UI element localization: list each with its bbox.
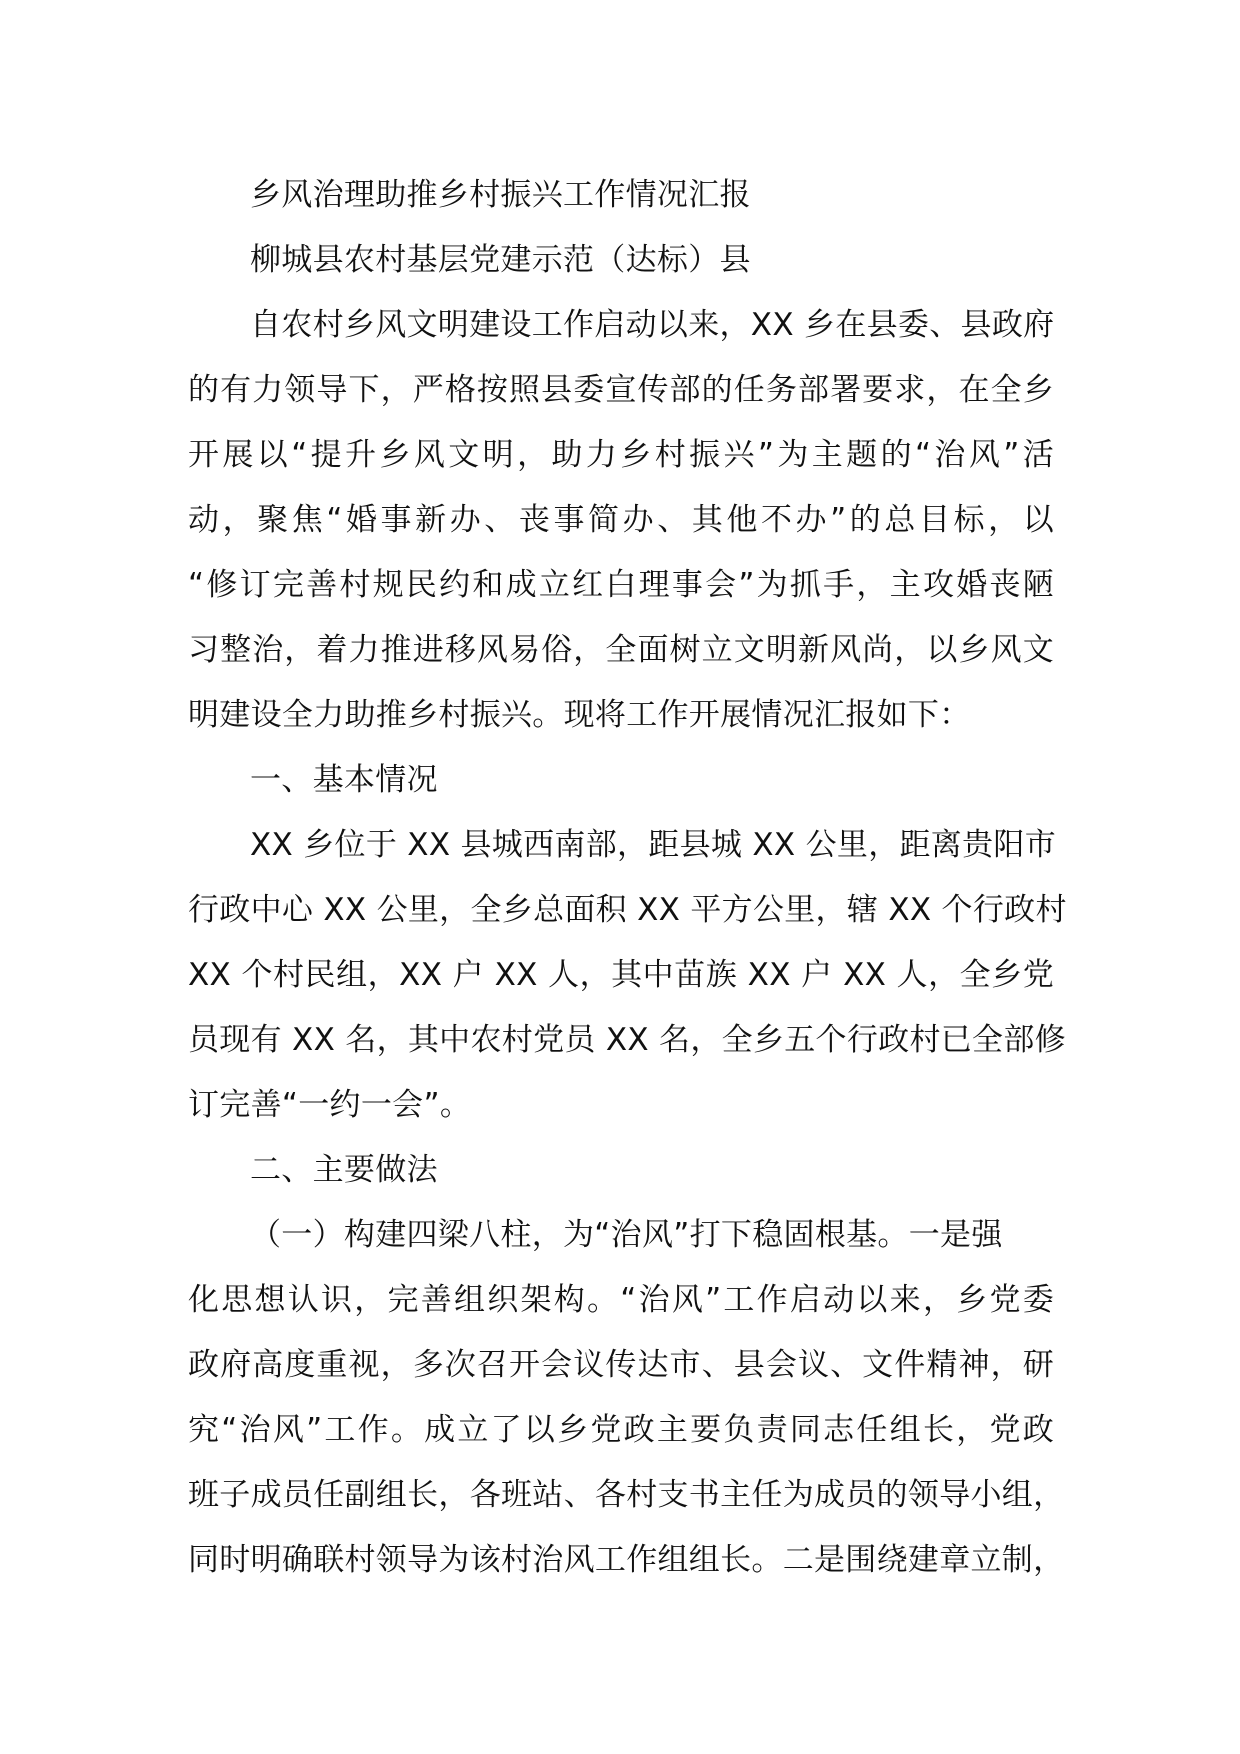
paragraph-line: （一）构建四梁八柱，为“治风”打下稳固根基。一是强 <box>250 1217 1003 1253</box>
document-body <box>188 163 1067 1593</box>
paragraph-line: “修订完善村规民约和成立红白理事会”为抓手，主攻婚丧陋 <box>188 567 1054 603</box>
paragraph-line: 自农村乡风文明建设工作启动以来，XX 乡在县委、县政府 <box>250 307 1055 343</box>
basic-info-paragraph <box>188 813 1067 1138</box>
document-title: 乡风治理助推乡村振兴工作情况汇报 <box>250 177 751 213</box>
paragraph-line: 员现有 XX 名，其中农村党员 XX 名，全乡五个行政村已全部修 <box>188 1022 1066 1058</box>
paragraph-line: 究“治风”工作。成立了以乡党政主要负责同志任组长，党政 <box>188 1412 1054 1448</box>
paragraph-line: 明建设全力助推乡村振兴。现将工作开展情况汇报如下： <box>188 697 971 733</box>
paragraph-line: XX 乡位于 XX 县城西南部，距县城 XX 公里，距离贵阳市 <box>250 827 1056 863</box>
main-practices-paragraph <box>188 1203 1065 1593</box>
paragraph-line: 习整治，着力推进移风易俗，全面树立文明新风尚，以乡风文 <box>188 632 1054 668</box>
paragraph-line: 动，聚焦“婚事新办、丧事简办、其他不办”的总目标，以 <box>188 502 1054 538</box>
paragraph-line: 政府高度重视，多次召开会议传达市、县会议、文件精神，研 <box>188 1347 1054 1383</box>
document-subtitle: 柳城县农村基层党建示范（达标）县 <box>250 242 751 278</box>
paragraph-line: 班子成员任副组长，各班站、各村支书主任为成员的领导小组， <box>188 1477 1065 1513</box>
paragraph-line: 开展以“提升乡风文明，助力乡村振兴”为主题的“治风”活 <box>188 437 1054 473</box>
paragraph-line: XX 个村民组，XX 户 XX 人，其中苗族 XX 户 XX 人，全乡党 <box>188 957 1054 993</box>
paragraph-line: 的有力领导下，严格按照县委宣传部的任务部署要求，在全乡 <box>188 372 1054 408</box>
section-heading-basic-info: 一、基本情况 <box>250 762 438 798</box>
paragraph-line: 同时明确联村领导为该村治风工作组组长。二是围绕建章立制， <box>188 1542 1065 1578</box>
paragraph-line: 订完善“一约一会”。 <box>188 1087 472 1123</box>
intro-paragraph <box>188 293 1054 748</box>
paragraph-line: 行政中心 XX 公里，全乡总面积 XX 平方公里，辖 XX 个行政村 <box>188 892 1067 928</box>
section-heading-main-practices: 二、主要做法 <box>250 1152 438 1188</box>
paragraph-line: 化思想认识，完善组织架构。“治风”工作启动以来，乡党委 <box>188 1282 1054 1318</box>
